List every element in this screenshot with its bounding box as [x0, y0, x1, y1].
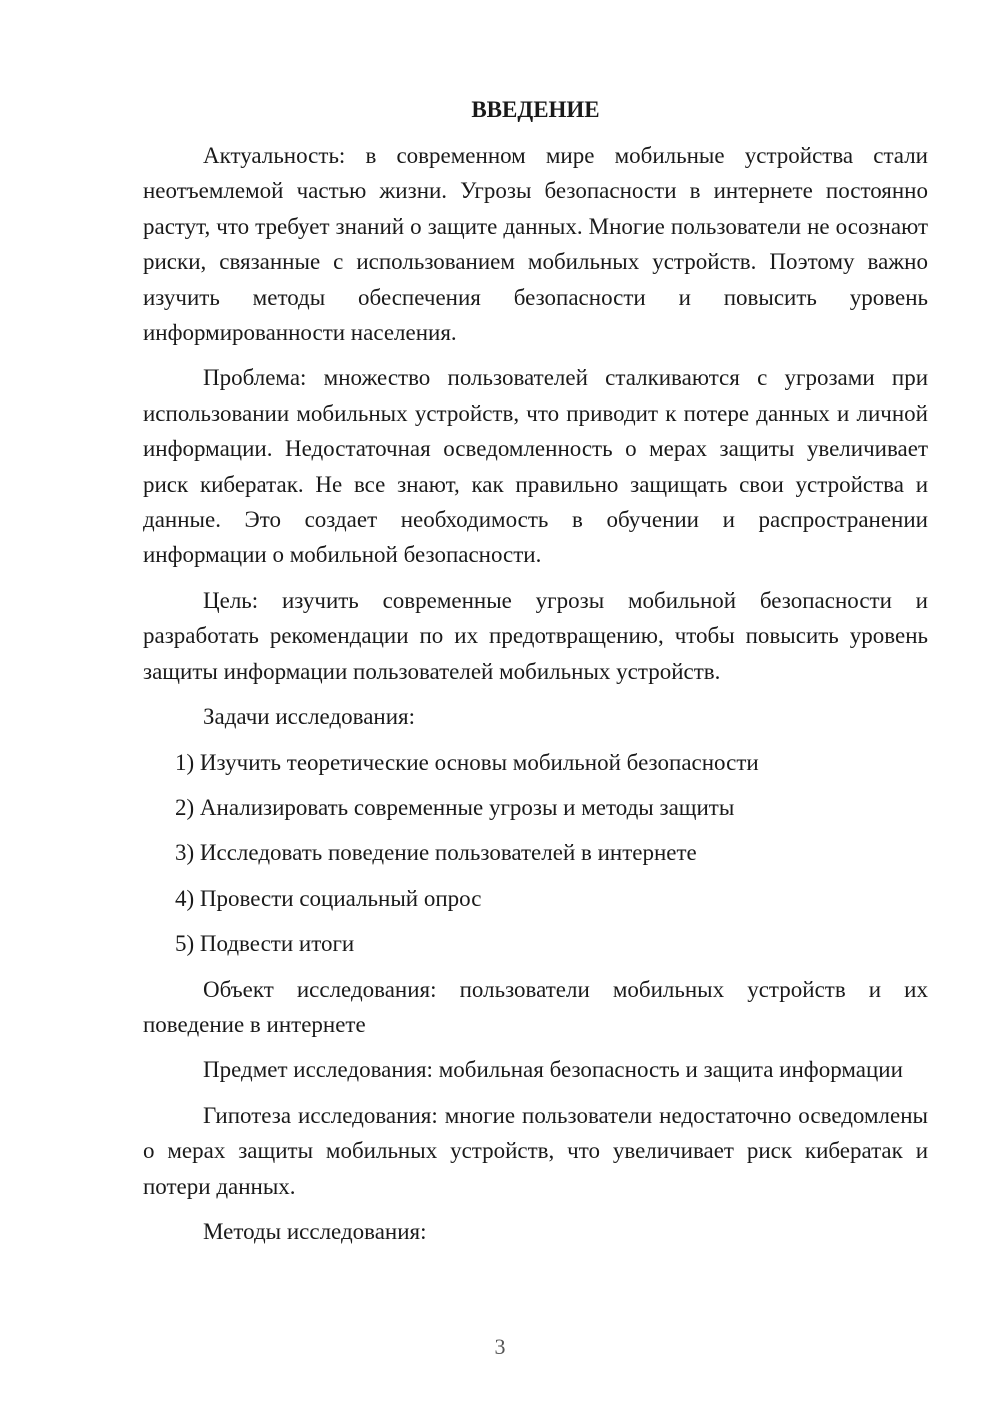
paragraph-problem: Проблема: множество пользователей сталкиваются с угрозами при использовании мобильных устройств, что приводит к потере данных и личной информации. Недостаточная осведомленность о мерах защиты увеличивает риск кибератак. Не все знают, как правильно защищать свои устройства и данные. Это создает необходимость в обучении и распространении информации о мобильной безопасности. — [143, 365, 928, 568]
task-list — [143, 745, 928, 962]
task-item-3: 3) Исследовать поведение пользователей в интернете — [175, 840, 697, 866]
paragraph-goal: Цель: изучить современные угрозы мобильной безопасности и разработать рекомендации по их предотвращению, чтобы повысить уровень защиты информации пользователей мобильных устройств. — [143, 587, 928, 684]
tasks-heading: Задачи исследования: — [203, 704, 416, 730]
task-item-5: 5) Подвести итоги — [175, 931, 355, 957]
task-item-4: 4) Провести социальный опрос — [175, 885, 482, 911]
paragraph-relevance: Актуальность: в современном мире мобильные устройства стали неотъемлемой частью жизни. Угрозы безопасности в интернете постоянно растут, что требует знаний о защите данных. Многие пользователи не осознают риски, связанные с использованием мобильных устройств. Поэтому важно изучить методы обеспечения безопасности и повысить уровень информированности населения. — [143, 143, 928, 346]
document-page — [143, 92, 928, 1259]
task-item-1: 1) Изучить теоретические основы мобильной безопасности — [175, 749, 759, 775]
paragraph-object: Объект исследования: пользователи мобильных устройств и их поведение в интернете — [143, 976, 928, 1037]
page-title: ВВЕДЕНИЕ — [471, 97, 600, 122]
paragraph-subject: Предмет исследования: мобильная безопасность и защита информации — [203, 1057, 903, 1083]
page-number: 3 — [494, 1334, 506, 1359]
task-item-2: 2) Анализировать современные угрозы и методы защиты — [175, 794, 735, 820]
methods-heading: Методы исследования: — [203, 1218, 427, 1244]
paragraph-hypothesis: Гипотеза исследования: многие пользователи недостаточно осведомлены о мерах защиты мобильных устройств, что увеличивает риск кибератак и потери данных. — [143, 1102, 928, 1199]
